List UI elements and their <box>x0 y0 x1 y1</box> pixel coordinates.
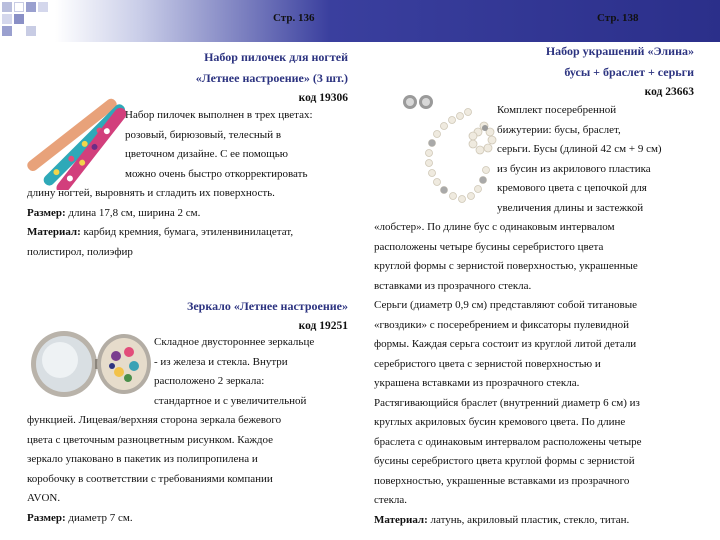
files-size: Размер: длина 17,8 см, ширина 2 см. <box>27 206 201 219</box>
decorative-squares <box>0 0 52 42</box>
right-page-number: Стр. 138 <box>597 12 639 24</box>
mirror-code: код 19251 <box>298 320 348 332</box>
files-title: Набор пилочек для ногтей «Летнее настроение» (3 шт.) <box>195 50 348 85</box>
jewelry-code: код 23663 <box>644 86 694 98</box>
left-page-number: Стр. 136 <box>273 12 315 24</box>
jewelry-material: Материал: латунь, акриловый пластик, стекло, титан. <box>374 513 630 526</box>
jewelry-title: Набор украшений «Элина» бусы + браслет + серьги <box>545 44 694 79</box>
mirror-title: Зеркало «Летнее настроение» <box>187 299 348 313</box>
files-description-full: длину ногтей, выровнять и сгладить их поверхность. Размер: длина 17,8 см, ширина 2 см. Материал: карбид кремния, бумага, этиленвинилацетат, полистирол, полиэфир <box>27 184 367 262</box>
mirror-description-full: функцией. Лицевая/верхняя сторона зеркала бежевого цвета с цветочным разноцветным рисунком. Каждое зеркало упаковано в пакетик из полипропилена и коробочку в соответствии с требованиями компании AVON. Размер: диаметр 7 см. <box>27 411 367 528</box>
nail-files-image <box>26 90 126 190</box>
mirror-description-wrapped: Складное двустороннее зеркальце - из железа и стекла. Внутри расположено 2 зеркала: стандартное и с увеличительной <box>154 336 315 407</box>
jewelry-description-full: «лобстер». По длине бус с одинаковым интервалом расположены четыре бусины серебристого цвета круглой формы с зернистой поверхностью, украшенные вставками из прозрачного стекла. Серьги (диаметр 0,9 см) представляют собой титановые «гвоздики» с посеребрением и фиксаторы пулевидной формы. Каждая серьга состоит из круглой литой детали серебристого цвета с зернистой поверхностью и украшена вставками из прозрачного стекла. Растягивающийся браслет (внутренний диаметр 6 см) из круглых акриловых бусин кремового цвета. По длине браслета с одинаковым интервалом расположены четыре бусины серебристого цвета круглой формы с зернистой поверхностью, украшенные вставками из прозрачного стекла. Материал: латунь, акриловый пластик, стекло, титан. <box>374 218 709 530</box>
files-description-wrapped: Набор пилочек выполнен в трех цветах: розовый, бирюзовый, телесный в цветочном дизайне. С ее помощью можно очень быстро откорректировать <box>125 109 313 180</box>
files-material: Материал: карбид кремния, бумага, этиленвинилацетат, <box>27 226 294 238</box>
compact-mirror-image <box>24 326 152 402</box>
mirror-size: Размер: диаметр 7 см. <box>27 511 133 524</box>
files-code: код 19306 <box>298 92 348 104</box>
jewelry-description-wrapped: Комплект посеребренной бижутерии: бусы, браслет, серьги. Бусы (длиной 42 см + 9 см) из бусин из акрилового пластика кремового цвета с цепочкой для увеличения длины и застежкой <box>497 104 662 214</box>
jewelry-set-image <box>392 88 500 218</box>
